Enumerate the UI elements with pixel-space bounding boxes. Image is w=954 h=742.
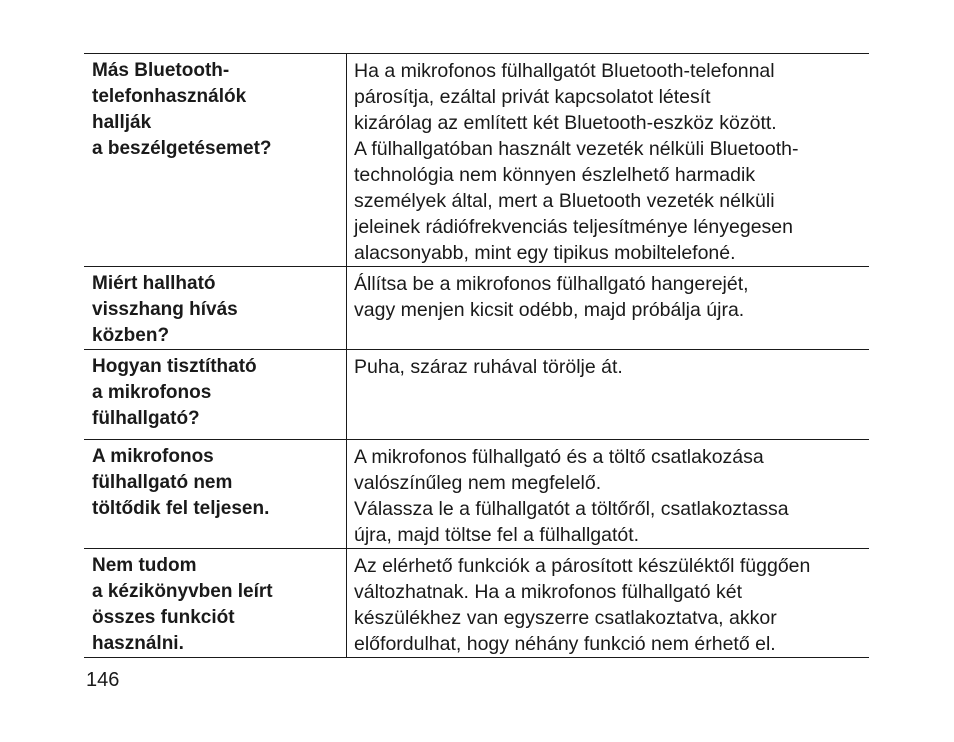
answer-line: előfordulhat, hogy néhány funkció nem érhető el. [354,633,776,655]
question-line: töltődik fel teljesen. [92,498,270,519]
faq-answer [347,440,870,549]
question-line: összes funkciót [92,607,235,628]
question-line: Miért hallható [92,273,216,294]
question-line: a beszélgetésemet? [92,138,272,159]
question-line: Más Bluetooth- [92,60,230,81]
faq-row [84,267,869,350]
faq-question [84,54,347,267]
question-line: A mikrofonos [92,446,214,467]
answer-line: Válassza le a fülhallgatót a töltőről, csatlakoztassa [354,498,789,520]
question-line: használni. [92,633,184,654]
faq-question [84,350,347,440]
faq-answer [347,549,870,658]
answer-line: technológia nem könnyen észlelhető harmadik [354,164,756,186]
answer-line: párosítja, ezáltal privát kapcsolatot létesít [354,86,711,108]
answer-line: Puha, száraz ruhával törölje át. [354,356,623,378]
question-line: Nem tudom [92,555,197,576]
answer-line: kizárólag az említett két Bluetooth-eszköz között. [354,112,777,134]
question-line: a kézikönyvben leírt [92,581,273,602]
question-line: a mikrofonos [92,382,212,403]
answer-line: alacsonyabb, mint egy tipikus mobiltelefoné. [354,242,736,264]
faq-row [84,440,869,549]
answer-line: Állítsa be a mikrofonos fülhallgató hangerejét, [354,273,749,295]
question-line: hallják [92,112,152,133]
faq-row [84,350,869,440]
faq-answer [347,54,870,267]
answer-line: jeleinek rádiófrekvenciás teljesítménye lényegesen [354,216,793,238]
answer-line: A fülhallgatóban használt vezeték nélküli Bluetooth- [354,138,799,160]
answer-line: Az elérhető funkciók a párosított készüléktől függően [354,555,811,577]
faq-row [84,549,869,658]
page-number: 146 [86,669,120,691]
question-line: fülhallgató? [92,408,200,429]
answer-line: személyek által, mert a Bluetooth vezeték nélküli [354,190,775,212]
answer-line: újra, majd töltse fel a fülhallgatót. [354,524,640,546]
answer-line: Ha a mikrofonos fülhallgatót Bluetooth-telefonnal [354,60,775,82]
answer-line: készülékhez van egyszerre csatlakoztatva, akkor [354,607,777,629]
answer-line: változhatnak. Ha a mikrofonos fülhallgató két [354,581,743,603]
answer-line: A mikrofonos fülhallgató és a töltő csatlakozása [354,446,764,468]
faq-answer [347,267,870,350]
answer-line: vagy menjen kicsit odébb, majd próbálja újra. [354,299,745,321]
faq-table [84,53,869,658]
question-line: visszhang hívás [92,299,238,320]
question-line: Hogyan tisztítható [92,356,257,377]
faq-answer [347,350,870,440]
question-line: fülhallgató nem [92,472,233,493]
question-line: közben? [92,325,170,346]
faq-question [84,440,347,549]
question-line: telefonhasználók [92,86,247,107]
faq-question [84,267,347,350]
faq-question [84,549,347,658]
faq-row [84,54,869,267]
answer-line: valószínűleg nem megfelelő. [354,472,602,494]
